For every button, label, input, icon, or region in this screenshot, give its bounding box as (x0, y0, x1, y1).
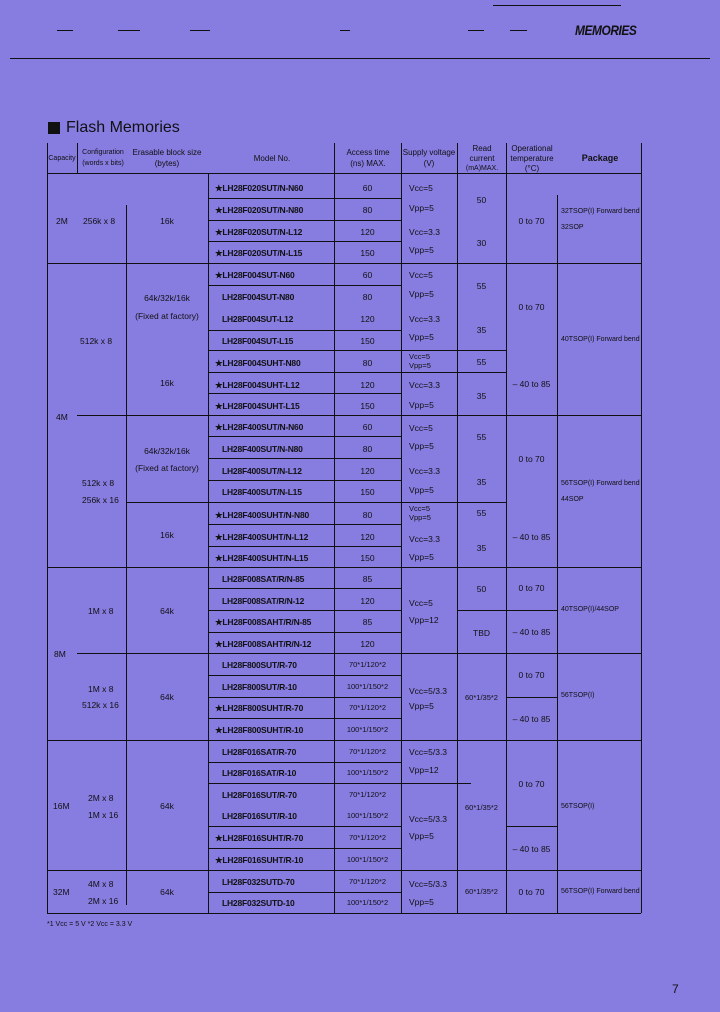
package-cell: 56TSOP(I) Forward bend (561, 888, 640, 895)
supply-cell: Vcc=5 (409, 270, 433, 280)
model-cell: ★LH28F400SUT/N-N60 (215, 422, 304, 432)
col-model: Model No. (253, 154, 291, 163)
grid-line (47, 173, 641, 174)
model-cell: ★LH28F020SUT/N-L15 (215, 248, 303, 258)
access-cell: 80 (362, 358, 373, 368)
grid-line (208, 632, 401, 633)
col-access-1: Access time (346, 148, 390, 157)
supply-cell: Vpp=5 (409, 701, 434, 711)
temp-cell: 0 to 70 (518, 216, 545, 226)
col-capacity: Capacity (48, 155, 76, 162)
grid-line (208, 173, 209, 913)
access-cell: 100*1/150*2 (346, 682, 389, 691)
model-cell: ★LH28F016SUHT/R-70 (215, 833, 304, 843)
read-cell: 55 (476, 357, 487, 367)
model-cell: LH28F800SUT/R-10 (222, 682, 297, 692)
grid-line (47, 143, 48, 173)
grid-line (77, 143, 78, 173)
supply-cell: Vcc=5 (409, 183, 433, 193)
col-temp-2: temperature (510, 154, 554, 163)
supply-cell: Vpp=5 (409, 289, 434, 299)
read-cell: 35 (476, 325, 487, 335)
model-cell: LH28F032SUTD-70 (222, 877, 295, 887)
col-package: Package (581, 153, 619, 163)
temp-cell: – 40 to 85 (512, 627, 551, 637)
config-1mx8: 1M x 8 (88, 606, 114, 616)
supply-cell: Vpp=12 (409, 765, 439, 775)
grid-line (557, 415, 641, 416)
grid-line (208, 610, 401, 611)
grid-line (208, 848, 401, 849)
temp-cell: – 40 to 85 (512, 714, 551, 724)
supply-cell: Vpp=5 (409, 897, 434, 907)
grid-line (126, 502, 506, 503)
grid-line (126, 205, 127, 905)
grid-line (557, 195, 558, 913)
access-cell: 70*1/120*2 (348, 703, 387, 712)
grid-line (457, 610, 557, 611)
model-cell: ★LH28F008SAHT/R/N-12 (215, 639, 312, 649)
temp-cell: – 40 to 85 (512, 379, 551, 389)
model-cell: ★LH28F020SUT/N-N80 (215, 205, 304, 215)
header-top-rule (493, 5, 621, 6)
grid-line (77, 653, 641, 654)
col-read-3: (mA)MAX. (465, 165, 499, 172)
grid-line (641, 143, 642, 173)
supply-cell: Vpp=5 (409, 245, 434, 255)
block-16k: 16k (160, 378, 174, 388)
grid-line (334, 173, 335, 913)
header-dash (190, 30, 210, 31)
read-cell: 60*1/35*2 (465, 887, 498, 896)
grid-line (506, 143, 507, 173)
model-cell: ★LH28F008SAHT/R/N-85 (215, 617, 312, 627)
model-cell: LH28F016SUT/R-10 (222, 811, 297, 821)
access-cell: 120 (360, 227, 375, 237)
grid-line (208, 783, 471, 784)
supply-cell: Vpp=5 (409, 361, 431, 370)
temp-cell: 0 to 70 (518, 887, 545, 897)
access-cell: 70*1/120*2 (348, 790, 387, 799)
grid-line (208, 480, 401, 481)
access-cell: 70*1/120*2 (348, 877, 387, 886)
access-cell: 100*1/150*2 (346, 811, 389, 820)
supply-cell: Vpp=5 (409, 513, 431, 522)
access-cell: 100*1/150*2 (346, 855, 389, 864)
supply-cell: Vpp=5 (409, 332, 434, 342)
config-512kx8: 512k x 8 (80, 336, 113, 346)
square-bullet-icon (48, 122, 60, 134)
supply-cell: Vpp=5 (409, 552, 434, 562)
grid-line (47, 567, 641, 568)
supply-cell: Vpp=5 (409, 400, 434, 410)
config-1mx8: 1M x 8 (88, 684, 114, 694)
temp-cell: – 40 to 85 (512, 532, 551, 542)
col-config-2: (words x bits) (82, 160, 124, 167)
config-2mx8: 2M x 8 (88, 793, 114, 803)
col-supply-2: (V) (423, 159, 435, 168)
model-cell: ★LH28F004SUHT-L12 (215, 380, 300, 390)
block-16k: 16k (160, 530, 174, 540)
grid-line (208, 330, 401, 331)
config-256kx8: 256k x 8 (83, 216, 116, 226)
model-cell: LH28F032SUTD-10 (222, 898, 295, 908)
temp-cell: 0 to 70 (518, 302, 545, 312)
model-cell: LH28F016SAT/R-10 (222, 768, 297, 778)
block-64k: 64k (160, 887, 174, 897)
model-cell: ★LH28F004SUHT-N80 (215, 358, 301, 368)
model-cell: ★LH28F800SUHT/R-10 (215, 725, 304, 735)
model-cell: ★LH28F004SUT-N60 (215, 270, 295, 280)
grid-line (506, 697, 557, 698)
header-dash (510, 30, 527, 31)
access-cell: 150 (360, 248, 375, 258)
supply-cell: Vcc=5 (409, 504, 431, 513)
access-cell: 150 (360, 336, 375, 346)
access-cell: 70*1/120*2 (348, 747, 387, 756)
model-cell: LH28F800SUT/R-70 (222, 660, 297, 670)
col-supply-1: Supply voltage (402, 148, 456, 157)
supply-cell: Vcc=5 (409, 352, 431, 361)
config-4mx8: 4M x 8 (88, 879, 114, 889)
supply-cell: Vcc=5 (409, 423, 433, 433)
supply-cell: Vcc=5 (409, 598, 433, 608)
model-cell: LH28F400SUT/N-L15 (222, 487, 302, 497)
package-cell: 40TSOP(I)/44SOP (561, 606, 619, 613)
model-cell: ★LH28F400SUHT/N-N80 (215, 510, 310, 520)
access-cell: 80 (362, 510, 373, 520)
supply-cell: Vcc=5/3.3 (409, 814, 448, 824)
temp-cell: 0 to 70 (518, 670, 545, 680)
block-64k32k16k: 64k/32k/16k (144, 446, 190, 456)
grid-line (47, 913, 641, 914)
supply-cell: Vpp=12 (409, 615, 439, 625)
supply-cell: Vcc=3.3 (409, 534, 440, 544)
access-cell: 70*1/120*2 (348, 833, 387, 842)
capacity-8m: 8M (54, 649, 66, 659)
supply-cell: Vcc=5/3.3 (409, 686, 448, 696)
temp-cell: 0 to 70 (518, 779, 545, 789)
read-cell: 55 (476, 281, 487, 291)
page-title-text: Flash Memories (66, 119, 180, 136)
supply-cell: Vcc=3.3 (409, 466, 440, 476)
grid-line (401, 173, 402, 913)
supply-cell: Vpp=5 (409, 831, 434, 841)
grid-line (208, 826, 401, 827)
page-title (48, 119, 180, 137)
access-cell: 150 (360, 487, 375, 497)
package-cell: 56TSOP(I) Forward bend (561, 480, 640, 487)
access-cell: 100*1/150*2 (346, 768, 389, 777)
supply-cell: Vcc=3.3 (409, 227, 440, 237)
package-cell: 56TSOP(I) (561, 692, 595, 699)
model-cell: ★LH28F020SUT/N-L12 (215, 227, 303, 237)
block-64k: 64k (160, 606, 174, 616)
model-cell: LH28F400SUT/N-N80 (222, 444, 303, 454)
supply-cell: Vcc=5/3.3 (409, 747, 448, 757)
access-cell: 85 (362, 617, 373, 627)
supply-cell: Vcc=3.3 (409, 314, 440, 324)
config-256kx16: 256k x 16 (82, 495, 119, 505)
model-cell: LH28F016SAT/R-70 (222, 747, 297, 757)
grid-line (208, 718, 401, 719)
grid-line (208, 393, 401, 394)
read-cell: 35 (476, 477, 487, 487)
access-cell: 100*1/150*2 (346, 725, 389, 734)
read-cell: 60*1/35*2 (465, 693, 498, 702)
model-cell: ★LH28F400SUHT/N-L12 (215, 532, 309, 542)
read-cell: 35 (476, 543, 487, 553)
block-16k: 16k (160, 216, 174, 226)
model-cell: ★LH28F016SUHT/R-10 (215, 855, 304, 865)
config-2mx16: 2M x 16 (88, 896, 119, 906)
model-cell: ★LH28F400SUHT/N-L15 (215, 553, 309, 563)
temp-cell: – 40 to 85 (512, 844, 551, 854)
access-cell: 100*1/150*2 (346, 898, 389, 907)
grid-line (208, 588, 401, 589)
col-config-1: Configuration (82, 149, 124, 156)
grid-line (208, 524, 401, 525)
access-cell: 150 (360, 401, 375, 411)
header-bottom-rule (10, 58, 710, 59)
grid-line (208, 241, 401, 242)
supply-cell: Vcc=5/3.3 (409, 879, 448, 889)
read-cell: 55 (476, 508, 487, 518)
grid-line (208, 892, 401, 893)
model-cell: LH28F004SUT-L15 (222, 336, 294, 346)
grid-line (401, 143, 402, 173)
grid-line (457, 143, 458, 173)
model-cell: LH28F004SUT-L12 (222, 314, 294, 324)
capacity-32m: 32M (53, 887, 70, 897)
access-cell: 70*1/120*2 (348, 660, 387, 669)
block-fixed: (Fixed at factory) (135, 311, 199, 321)
grid-line (208, 436, 401, 437)
read-cell: 30 (476, 238, 487, 248)
col-read-1: Read (472, 144, 492, 153)
access-cell: 120 (360, 380, 375, 390)
model-cell: ★LH28F020SUT/N-N60 (215, 183, 304, 193)
header-dash (340, 30, 350, 31)
access-cell: 60 (362, 270, 373, 280)
config-1mx16: 1M x 16 (88, 810, 119, 820)
supply-cell: Vpp=5 (409, 485, 434, 495)
access-cell: 80 (362, 444, 373, 454)
grid-line (208, 458, 401, 459)
package-cell: 32TSOP(I) Forward bend (561, 208, 640, 215)
grid-line (208, 546, 401, 547)
temp-cell: 0 to 70 (518, 454, 545, 464)
col-access-2: (ns) MAX. (350, 159, 386, 168)
block-fixed: (Fixed at factory) (135, 463, 199, 473)
grid-line (506, 173, 507, 913)
col-read-2: current (469, 154, 495, 163)
supply-cell: Vpp=5 (409, 441, 434, 451)
col-temp-3: (°C) (524, 164, 540, 173)
section-label: MEMORIES (575, 22, 637, 38)
grid-line (47, 870, 641, 871)
config-512kx8: 512k x 8 (82, 478, 115, 488)
access-cell: 80 (362, 205, 373, 215)
grid-line (208, 198, 401, 199)
package-cell: 32SOP (561, 224, 584, 231)
config-512kx16: 512k x 16 (82, 700, 119, 710)
model-cell: LH28F016SUT/R-70 (222, 790, 297, 800)
grid-line (47, 173, 48, 913)
grid-line (208, 675, 401, 676)
model-cell: LH28F008SAT/R/N-85 (222, 574, 305, 584)
read-cell: 60*1/35*2 (465, 803, 498, 812)
supply-cell: Vcc=3.3 (409, 380, 440, 390)
col-block-2: (bytes) (154, 159, 180, 168)
model-cell: ★LH28F800SUHT/R-70 (215, 703, 304, 713)
model-cell: LH28F400SUT/N-L12 (222, 466, 302, 476)
grid-line (208, 697, 401, 698)
block-64k: 64k (160, 801, 174, 811)
read-cell: 50 (476, 195, 487, 205)
grid-line (47, 740, 641, 741)
access-cell: 120 (360, 596, 375, 606)
package-cell: 44SOP (561, 496, 584, 503)
col-temp-1: Operational (511, 144, 553, 153)
model-cell: LH28F004SUT-N80 (222, 292, 295, 302)
supply-cell: Vpp=5 (409, 203, 434, 213)
header-dash (57, 30, 73, 31)
grid-line (208, 220, 401, 221)
model-cell: LH28F008SAT/R/N-12 (222, 596, 305, 606)
package-cell: 40TSOP(I) Forward bend (561, 336, 640, 343)
read-cell: 55 (476, 432, 487, 442)
capacity-2m: 2M (56, 216, 68, 226)
grid-line (641, 173, 642, 913)
capacity-4m: 4M (56, 412, 68, 422)
read-cell: TBD (473, 628, 490, 638)
read-cell: 50 (476, 584, 487, 594)
model-cell: ★LH28F004SUHT-L15 (215, 401, 300, 411)
access-cell: 150 (360, 553, 375, 563)
access-cell: 120 (360, 466, 375, 476)
package-cell: 56TSOP(I) (561, 803, 595, 810)
grid-line (208, 350, 506, 351)
access-cell: 60 (362, 183, 373, 193)
col-block-1: Erasable block size (132, 148, 202, 157)
temp-cell: 0 to 70 (518, 583, 545, 593)
access-cell: 120 (360, 314, 375, 324)
grid-line (334, 143, 335, 173)
grid-line (506, 826, 557, 827)
access-cell: 85 (362, 574, 373, 584)
grid-line (208, 285, 401, 286)
page-number: 7 (672, 982, 679, 996)
header-dash (118, 30, 140, 31)
access-cell: 120 (360, 532, 375, 542)
access-cell: 120 (360, 639, 375, 649)
grid-line (208, 372, 506, 373)
capacity-16m: 16M (53, 801, 70, 811)
block-64k: 64k (160, 692, 174, 702)
read-cell: 35 (476, 391, 487, 401)
block-64k32k16k: 64k/32k/16k (144, 293, 190, 303)
header-dash (468, 30, 484, 31)
access-cell: 60 (362, 422, 373, 432)
access-cell: 80 (362, 292, 373, 302)
footnote: *1 Vcc = 5 V *2 Vcc = 3.3 V (47, 921, 133, 928)
grid-line (208, 762, 401, 763)
grid-line (47, 263, 641, 264)
